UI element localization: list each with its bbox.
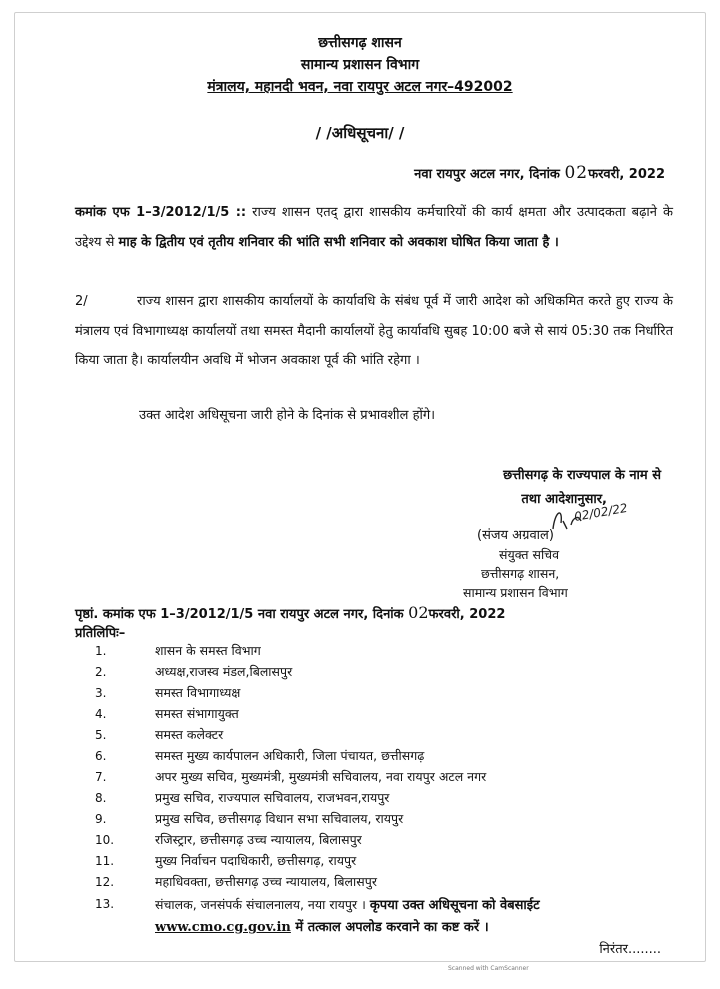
continued-marker: निरंतर........ <box>599 942 661 957</box>
paragraph-2: राज्य शासन द्वारा शासकीय कार्यालयों के कार्यावधि के संबंध पूर्व में जारी आदेश को अधिकमित करते हुए राज्य के मंत्रालय एवं विभागाध्यक्ष कार्यालयों तथा समस्त मैदानी कार्यालयों हेतु कार्यावधि सुबह 10:00 बजे से सायं 05:30 तक निर्धारित किया जाता है। कार्यालयीन अवधि में भोजन अवकाश पूर्व की भांति रहेगा । <box>75 294 673 368</box>
paragraph-3: उक्त आदेश अधिसूचना जारी होने के दिनांक से प्रभावशील होंगे। <box>139 408 436 423</box>
copy-to-label: प्रतिलिपिः– <box>75 626 126 641</box>
scanner-watermark: Scanned with CamScanner <box>448 965 529 972</box>
endorsement-day: 02 <box>408 603 429 622</box>
list-item-number: 13. <box>95 897 115 911</box>
list-item: समस्त मुख्य कार्यपालन अधिकारी, जिला पंचायत, छत्तीसगढ़ <box>155 748 425 763</box>
website-instruction <box>155 917 489 935</box>
list-item-number: 4. <box>95 707 107 721</box>
list-item-number: 9. <box>95 812 107 826</box>
list-item-number: 3. <box>95 686 107 700</box>
paragraph-1 <box>75 198 673 257</box>
endorsement-suffix: फरवरी, 2022 <box>428 607 506 622</box>
list-item: अध्यक्ष,राजस्व मंडल,बिलासपुर <box>155 664 293 679</box>
list-item-number: 6. <box>95 749 107 763</box>
list-item-number: 10. <box>95 833 115 847</box>
signatory-government: छत्तीसगढ़ शासन, <box>481 566 560 581</box>
date-prefix: नवा रायपुर अटल नगर, दिनांक <box>414 167 565 182</box>
list-item-number: 1. <box>95 644 107 658</box>
header-department: सामान्य प्रशासन विभाग <box>300 57 420 73</box>
handwritten-date: 02/02/22 <box>573 500 629 524</box>
signatory-department: सामान्य प्रशासन विभाग <box>463 585 568 600</box>
notification-title: / /अधिसूचना/ / <box>315 124 405 142</box>
date-day: 02 <box>564 163 589 183</box>
list-item: शासन के समस्त विभाग <box>155 643 261 658</box>
date-line <box>414 163 665 183</box>
signatory-designation: संयुक्त सचिव <box>499 547 560 562</box>
date-suffix: फरवरी, 2022 <box>588 167 665 182</box>
list-item-number: 8. <box>95 791 107 805</box>
list-item: समस्त विभागाध्यक्ष <box>155 685 241 700</box>
endorsement-prefix: पृष्ठां. कमांक एफ 1–3/2012/1/5 नवा रायपुर अटल नगर, दिनांक <box>75 607 409 622</box>
list-item: अपर मुख्य सचिव, मुख्यमंत्री, मुख्यमंत्री सचिवालय, नवा रायपुर अटल नगर <box>155 769 487 784</box>
list-item-13 <box>155 895 540 913</box>
signature-line-1: छत्तीसगढ़ के राज्यपाल के नाम से <box>503 468 661 483</box>
list-item: समस्त कलेक्टर <box>155 727 224 742</box>
list-item: समस्त संभागायुक्त <box>155 706 239 721</box>
signatory-name: (संजय अग्रवाल) <box>477 528 554 543</box>
paragraph-2-number: 2/ <box>75 294 88 309</box>
list-item-13-text: संचालक, जनसंपर्क संचालनालय, नया रायपुर । <box>155 897 370 912</box>
document-page <box>14 12 706 962</box>
list-item-13-request: कृपया उक्त अधिसूचना को वेबसाईट <box>369 898 540 913</box>
header-address: मंत्रालय, महानदी भवन, नवा रायपुर अटल नगर–492002 <box>207 79 513 95</box>
list-item: महाधिवक्ता, छत्तीसगढ़ उच्च न्यायालय, बिलासपुर <box>155 874 377 889</box>
list-item-number: 12. <box>95 875 115 889</box>
list-item-number: 7. <box>95 770 107 784</box>
list-item-number: 11. <box>95 854 115 868</box>
website-link[interactable]: www.cmo.cg.gov.in <box>155 920 291 935</box>
list-item: मुख्य निर्वाचन पदाधिकारी, छत्तीसगढ़, रायपुर <box>155 853 357 868</box>
list-item: रजिस्ट्रार, छत्तीसगढ़ उच्च न्यायालय, बिलासपुर <box>155 832 362 847</box>
paragraph-1-text: राज्य शासन एतद् द्वारा शासकीय कर्मचारियों की कार्य क्षमता और उत्पादकता बढ़ाने के उद्देश्य से <box>75 205 673 250</box>
paragraph-1-bold: माह के द्वितीय एवं तृतीय शनिवार की भांति सभी शनिवार को अवकाश घोषित किया जाता है । <box>118 234 559 250</box>
header-government: छत्तीसगढ़ शासन <box>318 35 402 51</box>
reference-number: कमांक एफ 1–3/2012/1/5 :: <box>75 205 247 220</box>
list-item-number: 5. <box>95 728 107 742</box>
signature-line-2: तथा आदेशानुसार, <box>521 492 607 507</box>
list-item: प्रमुख सचिव, राज्यपाल सचिवालय, राजभवन,रायपुर <box>155 790 390 805</box>
endorsement-line <box>75 603 505 622</box>
list-item: प्रमुख सचिव, छत्तीसगढ़ विधान सभा सचिवालय, रायपुर <box>155 811 404 826</box>
website-instruction-text: में तत्काल अपलोड करवाने का कष्ट करें । <box>290 920 489 935</box>
list-item-number: 2. <box>95 665 107 679</box>
